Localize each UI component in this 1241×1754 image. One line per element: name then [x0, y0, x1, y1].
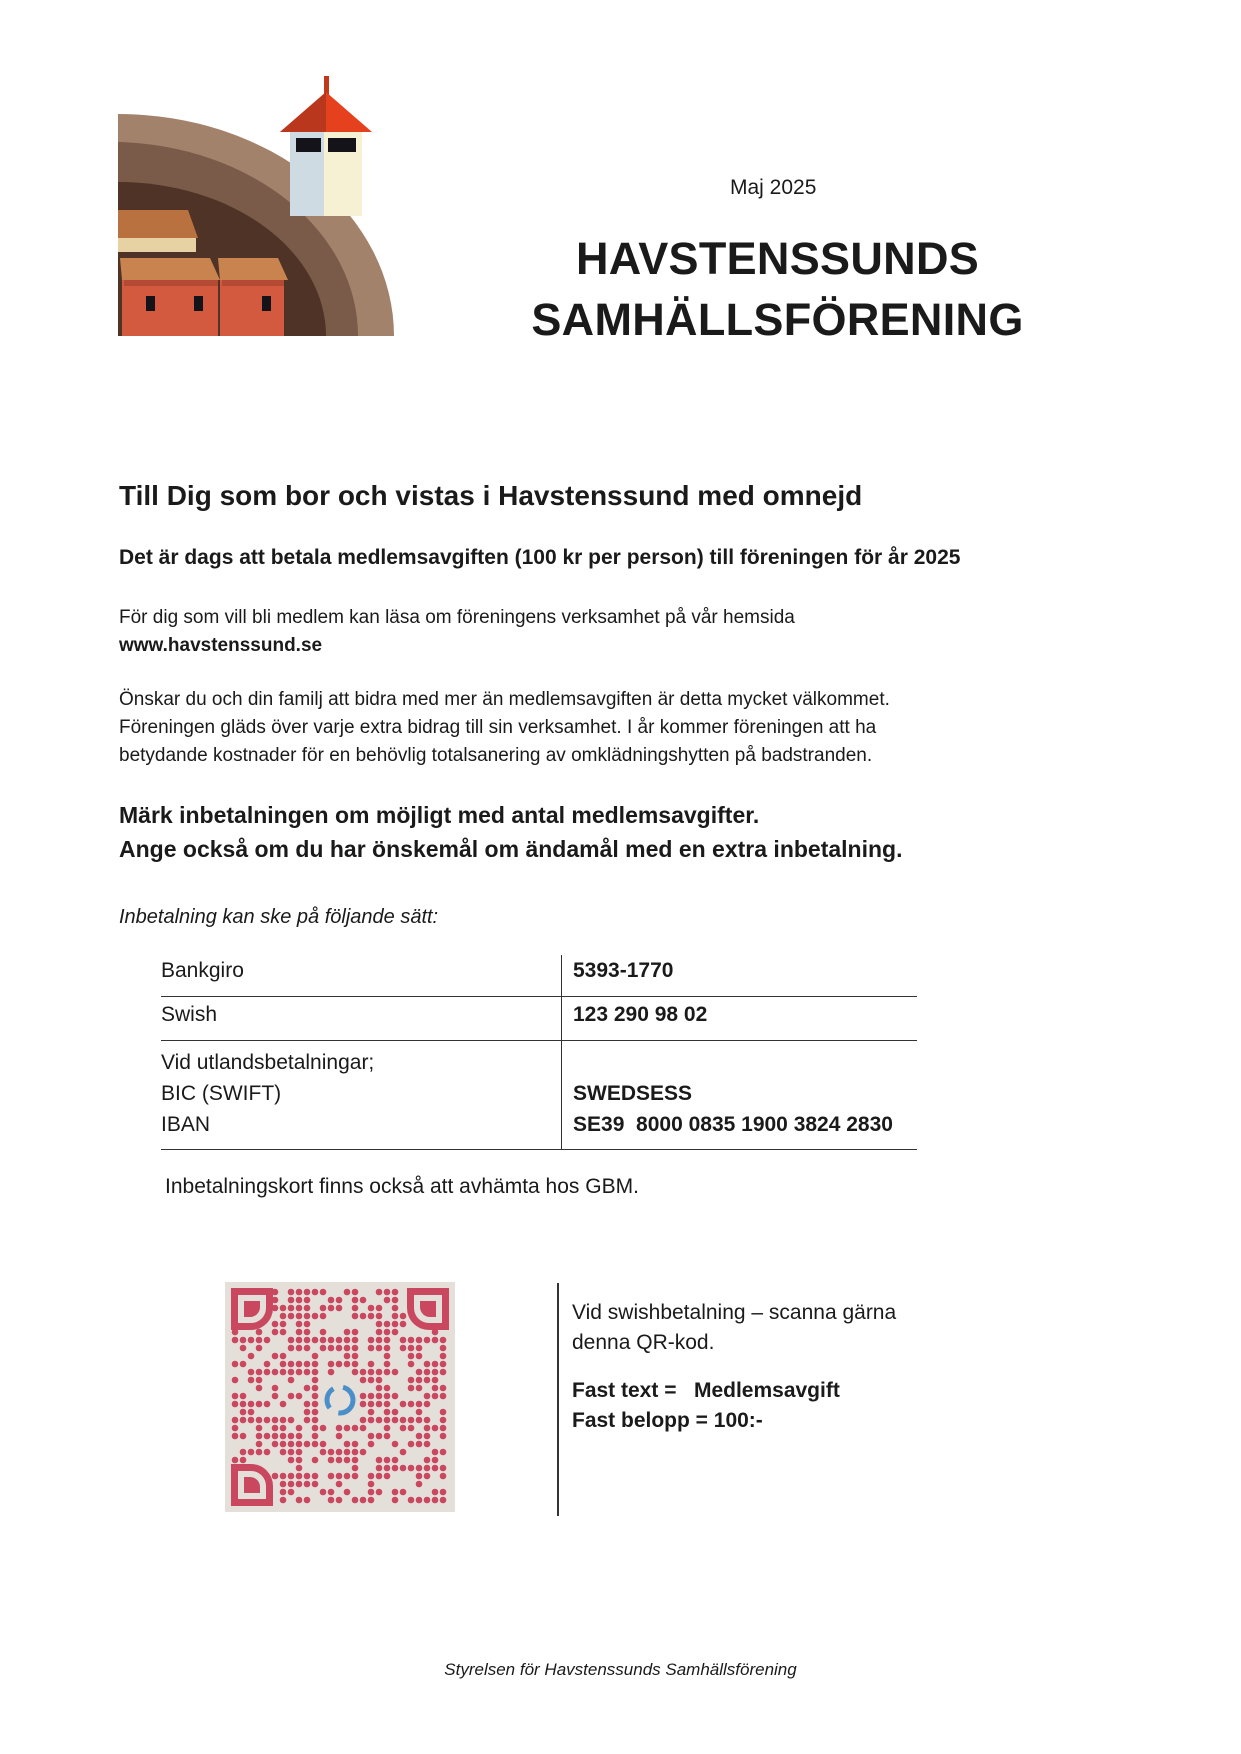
iban-label: IBAN — [161, 1113, 211, 1136]
swish-label: Swish — [161, 1003, 218, 1026]
qr-divider — [557, 1283, 559, 1516]
fixed-text: Fast text = Medlemsavgift — [572, 1379, 840, 1402]
title-line-2: SAMHÄLLSFÖRENING — [531, 294, 1024, 345]
contribution-paragraph — [119, 686, 890, 770]
foreign-payments-label: Vid utlandsbetalningar; — [161, 1051, 375, 1074]
bankgiro-value: 5393-1770 — [561, 955, 917, 996]
website-link[interactable]: www.havstenssund.se — [119, 635, 323, 656]
swish-qr-code[interactable] — [225, 1282, 455, 1512]
title-line-1: HAVSTENSSUNDS — [575, 233, 980, 284]
marking-line: Ange också om du har önskemål om ändamål med en extra inbetalning. — [119, 836, 903, 862]
swish-instruction-line: denna QR-kod. — [572, 1331, 715, 1354]
bic-value: SWEDSESS — [573, 1082, 693, 1105]
table-row-bankgiro — [161, 955, 917, 997]
page-title — [500, 228, 1055, 350]
association-logo — [118, 74, 394, 336]
intro-text: För dig som vill bli medlem kan läsa om föreningens verksamhet på vår hemsida — [119, 607, 795, 628]
contribution-line: betydande kostnader för en behövlig totalsanering av omklädningshytten på badstranden. — [119, 745, 873, 766]
contribution-line: Föreningen gläds över varje extra bidrag till sin verksamhet. I år kommer föreningen att ha — [119, 717, 877, 738]
contribution-line: Önskar du och din familj att bidra med mer än medlemsavgiften är detta mycket välkommet. — [119, 689, 890, 710]
payment-methods-lead: Inbetalning kan ske på följande sätt: — [119, 906, 439, 928]
intro-paragraph — [119, 604, 795, 660]
fixed-amount: Fast belopp = 100:- — [572, 1409, 763, 1432]
swish-instruction-line: Vid swishbetalning – scanna gärna — [572, 1301, 897, 1324]
table-row-swish — [161, 997, 917, 1041]
marking-line: Märk inbetalningen om möjligt med antal medlemsavgifter. — [119, 802, 760, 828]
table-row-foreign — [161, 1041, 917, 1150]
signature-footer: Styrelsen för Havstenssunds Samhällsförening — [444, 1660, 797, 1679]
bic-label: BIC (SWIFT) — [161, 1082, 282, 1105]
letter-heading: Till Dig som bor och vistas i Havstenssund med omnejd — [119, 480, 863, 511]
payment-marking-instructions — [119, 798, 902, 866]
iban-value: SE39 8000 0835 1900 3824 2830 — [573, 1113, 893, 1136]
swish-instructions — [572, 1298, 896, 1436]
payment-table — [161, 955, 917, 1150]
membership-fee-notice: Det är dags att betala medlemsavgiften (100 kr per person) till föreningen för år 2025 — [119, 546, 961, 569]
swish-value: 123 290 98 02 — [561, 997, 917, 1040]
bankgiro-label: Bankgiro — [161, 959, 244, 982]
payment-card-note: Inbetalningskort finns också att avhämta hos GBM. — [165, 1175, 639, 1198]
letter-date: Maj 2025 — [730, 176, 817, 199]
